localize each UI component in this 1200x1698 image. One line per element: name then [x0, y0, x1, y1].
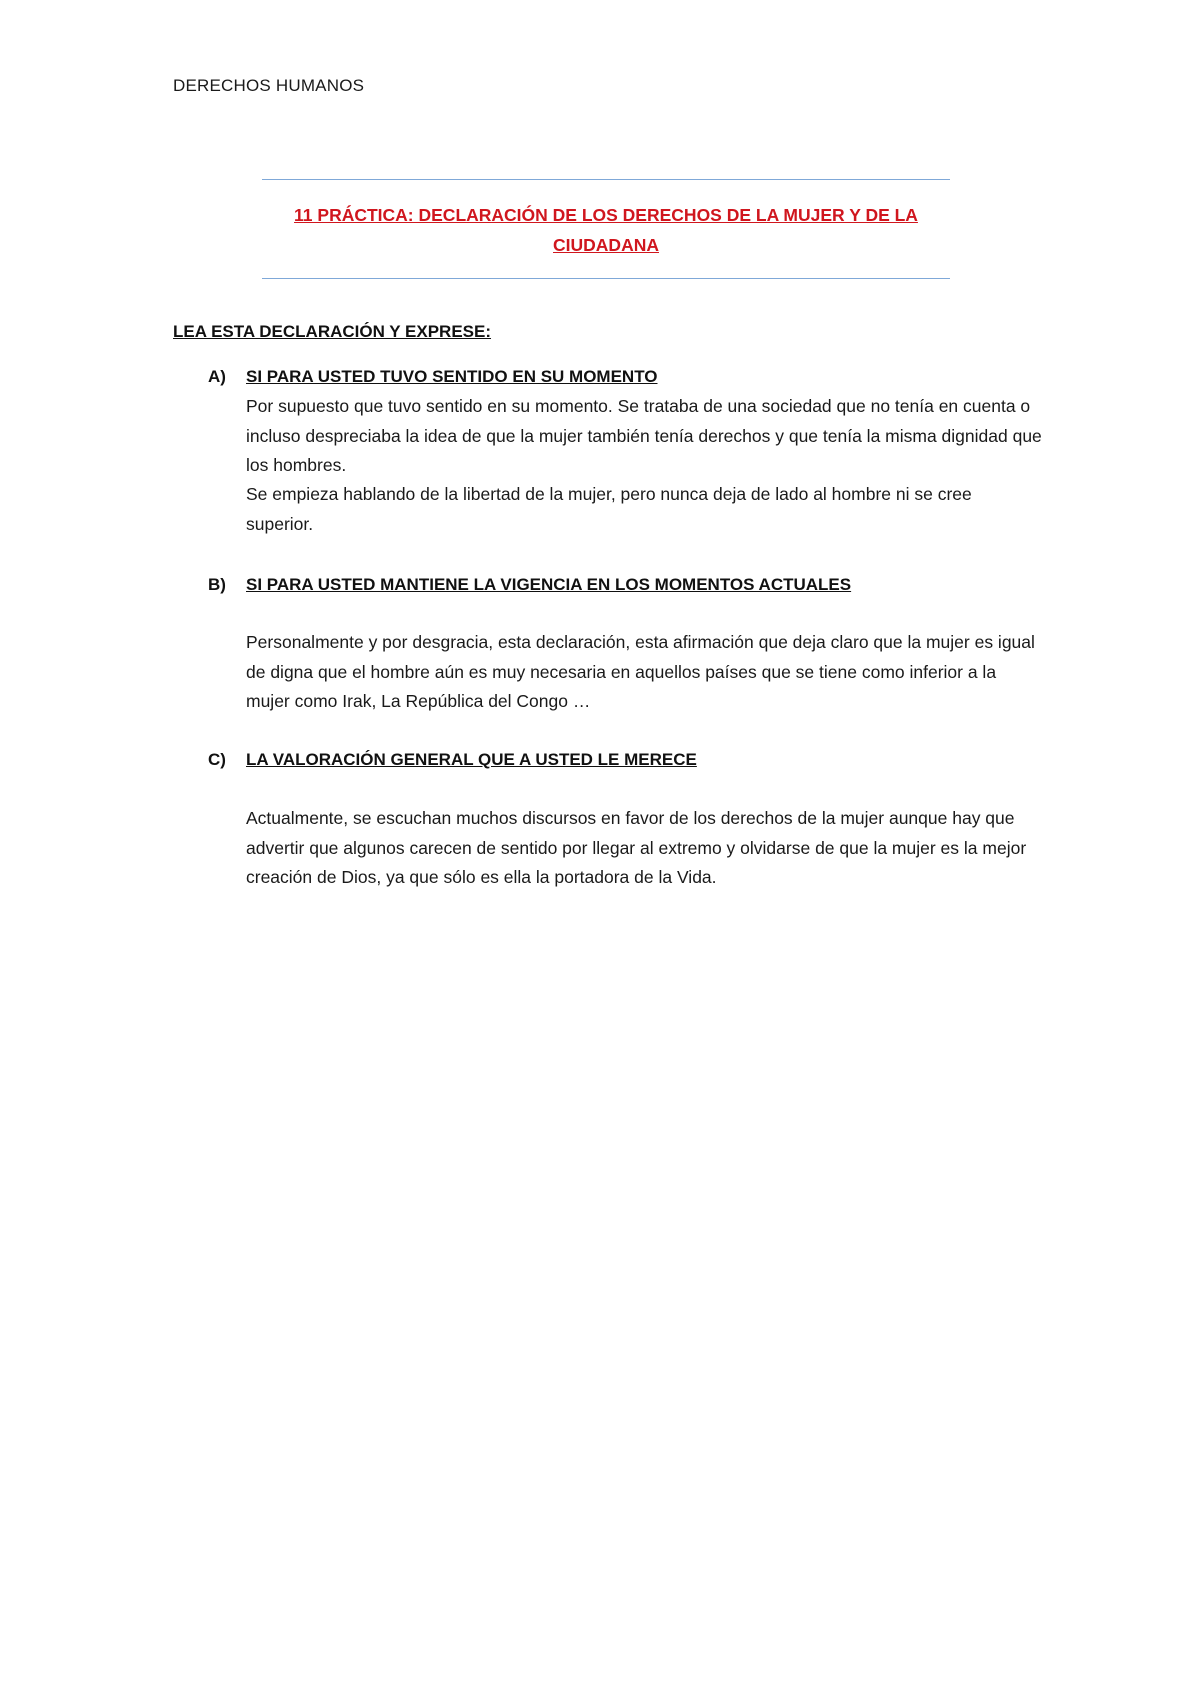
document-title	[262, 200, 950, 260]
section-b-paragraph-1: Personalmente y por desgracia, esta declaración, esta afirmación que deja claro que la mujer es igual de digna que el hombre aún es muy necesaria en aquellos países que se tiene como inferior a la mujer como Irak, La República del Congo …	[246, 632, 1035, 711]
section-a-marker: A)	[208, 367, 226, 386]
title-top-rule	[262, 179, 950, 180]
instruction-heading: LEA ESTA DECLARACIÓN Y EXPRESE:	[173, 322, 492, 341]
section-b-heading: SI PARA USTED MANTIENE LA VIGENCIA EN LOS MOMENTOS ACTUALES	[246, 575, 852, 594]
section-a-paragraph-2: Se empieza hablando de la libertad de la mujer, pero nunca deja de lado al hombre ni se cree superior.	[246, 484, 972, 534]
section-a-paragraph-1: Por supuesto que tuvo sentido en su momento. Se trataba de una sociedad que no tenía en cuenta o incluso despreciaba la idea de que la mujer también tenía derechos y que tenía la misma dignidad que los hombres.	[246, 396, 1042, 475]
section-a-heading: SI PARA USTED TUVO SENTIDO EN SU MOMENTO	[246, 367, 658, 386]
section-c-marker: C)	[208, 750, 226, 769]
section-c-paragraph-1: Actualmente, se escuchan muchos discursos en favor de los derechos de la mujer aunque hay que advertir que algunos carecen de sentido por llegar al extremo y olvidarse de que la mujer es la mejor creación de Dios, ya que sólo es ella la portadora de la Vida.	[246, 808, 1027, 887]
document-title-line-2: CIUDADANA	[553, 235, 659, 255]
title-bottom-rule	[262, 278, 950, 279]
section-b-marker: B)	[208, 575, 226, 594]
document-title-line-1: 11 PRÁCTICA: DECLARACIÓN DE LOS DERECHOS DE LA MUJER Y DE LA	[294, 205, 918, 225]
section-c-heading: LA VALORACIÓN GENERAL QUE A USTED LE MERECE	[246, 750, 697, 769]
page-header: DERECHOS HUMANOS	[173, 76, 365, 95]
